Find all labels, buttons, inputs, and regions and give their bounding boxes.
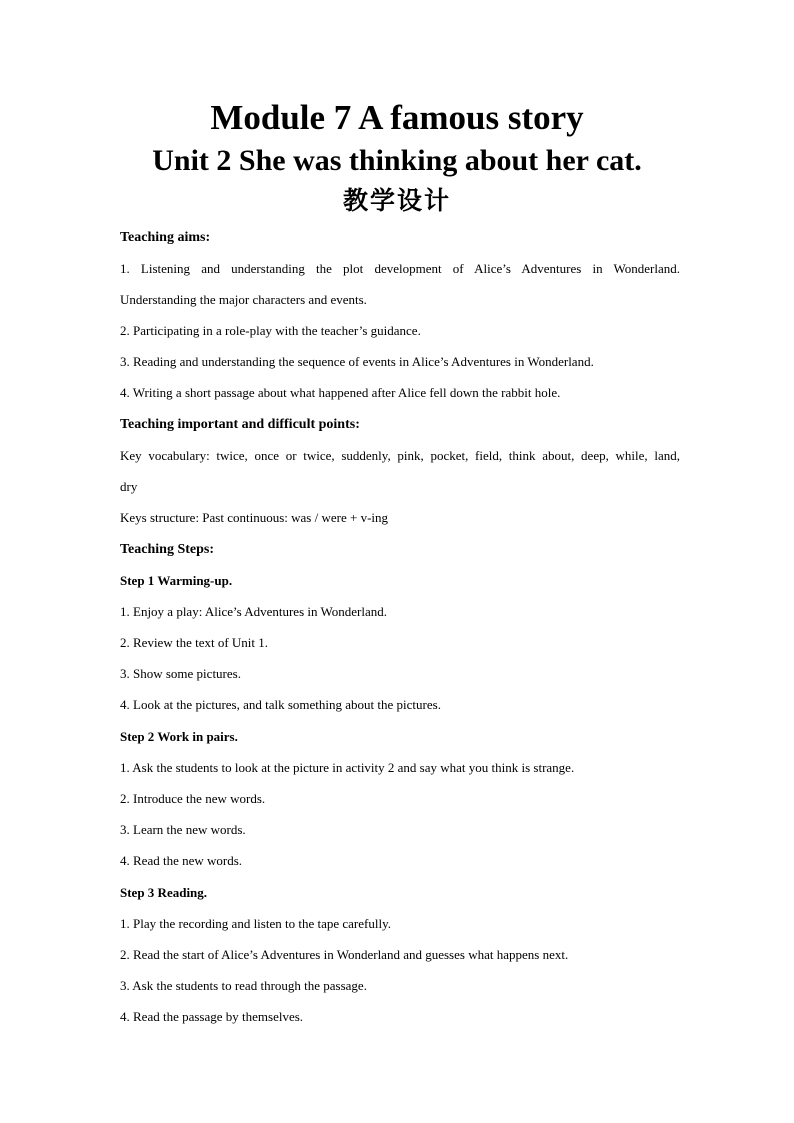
document-subtitle: Unit 2 She was thinking about her cat. — [152, 144, 642, 177]
aims-heading: Teaching aims: — [120, 230, 211, 245]
document-title: Module 7 A famous story — [210, 98, 584, 137]
step-3-item: 1. Play the recording and listen to the tape carefully. — [120, 916, 391, 931]
vocabulary-line-1: Key vocabulary: twice, once or twice, suddenly, pink, pocket, field, think about, deep, while, land, — [120, 448, 680, 463]
aims-item-1-line-1: 1. Listening and understanding the plot development of Alice’s Adventures in Wonderland. — [120, 261, 680, 276]
step-2-item: 3. Learn the new words. — [120, 822, 246, 837]
step-2-item: 4. Read the new words. — [120, 853, 243, 868]
step-1-title: Step 1 Warming-up. — [120, 573, 233, 588]
step-3-item: 3. Ask the students to read through the passage. — [120, 978, 367, 993]
step-1-item: 3. Show some pictures. — [120, 666, 241, 681]
steps-heading: Teaching Steps: — [120, 542, 215, 557]
aims-item-3: 3. Reading and understanding the sequence of events in Alice’s Adventures in Wonderland. — [120, 354, 594, 369]
points-heading: Teaching important and difficult points: — [120, 417, 360, 432]
step-3-item: 4. Read the passage by themselves. — [120, 1009, 304, 1024]
step-3-title: Step 3 Reading. — [120, 885, 208, 900]
step-1-item: 4. Look at the pictures, and talk something about the pictures. — [120, 697, 441, 712]
aims-item-2: 2. Participating in a role-play with the teacher’s guidance. — [120, 323, 421, 338]
step-3-item: 2. Read the start of Alice’s Adventures in Wonderland and guesses what happens next. — [120, 947, 569, 962]
aims-item-1-line-2: Understanding the major characters and events. — [120, 292, 367, 307]
step-2-title: Step 2 Work in pairs. — [120, 729, 238, 744]
step-1-item: 1. Enjoy a play: Alice’s Adventures in Wonderland. — [120, 604, 387, 619]
aims-item-4: 4. Writing a short passage about what happened after Alice fell down the rabbit hole. — [120, 385, 561, 400]
vocabulary-line-2: dry — [120, 479, 138, 494]
step-2-item: 1. Ask the students to look at the picture in activity 2 and say what you think is strange. — [120, 760, 575, 775]
key-structure: Keys structure: Past continuous: was / were + v-ing — [120, 510, 389, 525]
step-2-item: 2. Introduce the new words. — [120, 791, 266, 806]
document-label: 教学设计 — [342, 186, 451, 215]
step-1-item: 2. Review the text of Unit 1. — [120, 635, 269, 650]
